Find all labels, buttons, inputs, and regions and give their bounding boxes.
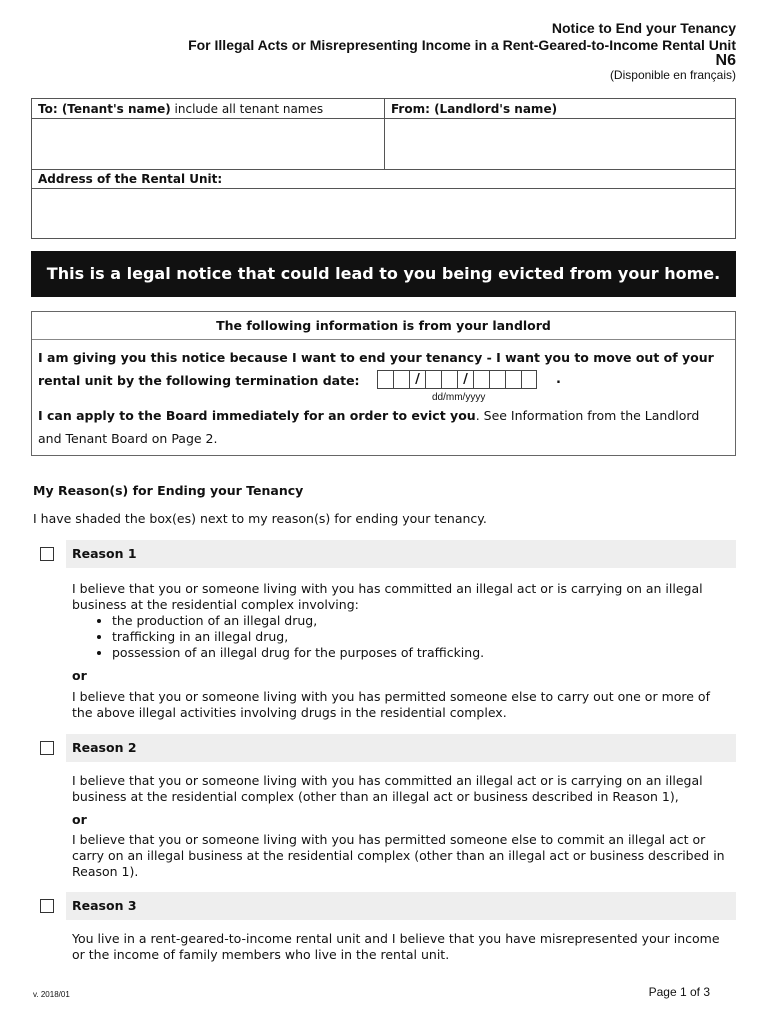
legal-notice-banner: This is a legal notice that could lead to you being evicted from your home. [31, 251, 736, 297]
date-digit-box[interactable] [393, 370, 409, 389]
party-fields-table [31, 98, 736, 239]
reason-2-or: or [72, 812, 87, 827]
form-version: v. 2018/01 [33, 990, 70, 999]
notice-line-4: and Tenant Board on Page 2. [38, 431, 218, 446]
reason-1-bullets [72, 613, 722, 661]
form-code: N6 [715, 52, 736, 69]
reason-1-title: Reason 1 [72, 546, 137, 561]
reason-1-text: I believe that you or someone living with you has committed an illegal act or is carrying on an illegal business at the residential complex involving: • the production of an illegal drug, • trafficking in an illegal drug, • possession of an illegal drug for the purposes of trafficking. [72, 581, 722, 661]
date-digit-box[interactable] [521, 370, 537, 389]
date-digit-box[interactable] [473, 370, 489, 389]
form-subtitle: For Illegal Acts or Misrepresenting Income in a Rent-Geared-to-Income Rental Unit [188, 37, 736, 53]
landlord-info-box [31, 311, 736, 456]
list-item: • possession of an illegal drug for the purposes of trafficking. [112, 645, 722, 661]
termination-date-input[interactable] [377, 370, 537, 389]
french-availability: (Disponible en français) [609, 68, 736, 82]
reason-3-header [66, 892, 736, 920]
divider [32, 169, 735, 170]
reason-1-header [66, 540, 736, 568]
date-separator: / [457, 370, 473, 389]
address-label: Address of the Rental Unit: [38, 172, 223, 186]
list-item: • the production of an illegal drug, [112, 613, 722, 629]
form-title: Notice to End your Tenancy [551, 20, 736, 36]
reason-2-text: I believe that you or someone living with you has committed an illegal act or is carrying on an illegal business at the residential complex (other than an illegal act or business described in Reason 1), [72, 773, 703, 804]
reason-1-checkbox[interactable] [40, 547, 54, 561]
landlord-name-field[interactable] [385, 119, 735, 169]
reason-1-text-2: I believe that you or someone living with you has permitted someone else to carry out one or more of the above illegal activities involving drugs in the residential complex. [72, 689, 710, 720]
reason-2-checkbox[interactable] [40, 741, 54, 755]
date-period: . [556, 372, 561, 387]
reason-3-text: You live in a rent-geared-to-income rental unit and I believe that you have misrepresented your income or the income of family members who live in the rental unit. [72, 931, 720, 962]
reasons-intro: I have shaded the box(es) next to my reason(s) for ending your tenancy. [33, 511, 487, 526]
reason-3-checkbox[interactable] [40, 899, 54, 913]
date-digit-box[interactable] [505, 370, 521, 389]
tenant-name-field[interactable] [32, 119, 384, 169]
date-format-hint: dd/mm/yyyy [432, 392, 486, 403]
date-separator: / [409, 370, 425, 389]
tenant-name-label: To: (Tenant's name) include all tenant names [38, 102, 324, 116]
notice-line-2: rental unit by the following termination date: [38, 373, 360, 388]
reason-2-title: Reason 2 [72, 740, 137, 755]
divider [32, 339, 735, 340]
reasons-heading: My Reason(s) for Ending your Tenancy [33, 483, 304, 498]
reason-3-title: Reason 3 [72, 898, 137, 913]
address-field[interactable] [32, 189, 735, 238]
reason-2-text-2: I believe that you or someone living with you has permitted someone else to commit an illegal act or carry on an illegal business at the residential complex (other than an illegal act or business described in Reason 1). [72, 832, 725, 879]
date-digit-box[interactable] [425, 370, 441, 389]
list-item: • trafficking in an illegal drug, [112, 629, 722, 645]
reason-2-header [66, 734, 736, 762]
notice-line-3: I can apply to the Board immediately for an order to evict you. See Information from the Landlord [38, 408, 700, 423]
reason-1-or: or [72, 668, 87, 683]
date-digit-box[interactable] [377, 370, 393, 389]
date-digit-box[interactable] [489, 370, 505, 389]
notice-line-1: I am giving you this notice because I want to end your tenancy - I want you to move out of your [38, 350, 714, 365]
date-digit-box[interactable] [441, 370, 457, 389]
info-title: The following information is from your landlord [216, 318, 551, 333]
page-number: Page 1 of 3 [648, 985, 710, 999]
landlord-name-label: From: (Landlord's name) [391, 102, 558, 116]
